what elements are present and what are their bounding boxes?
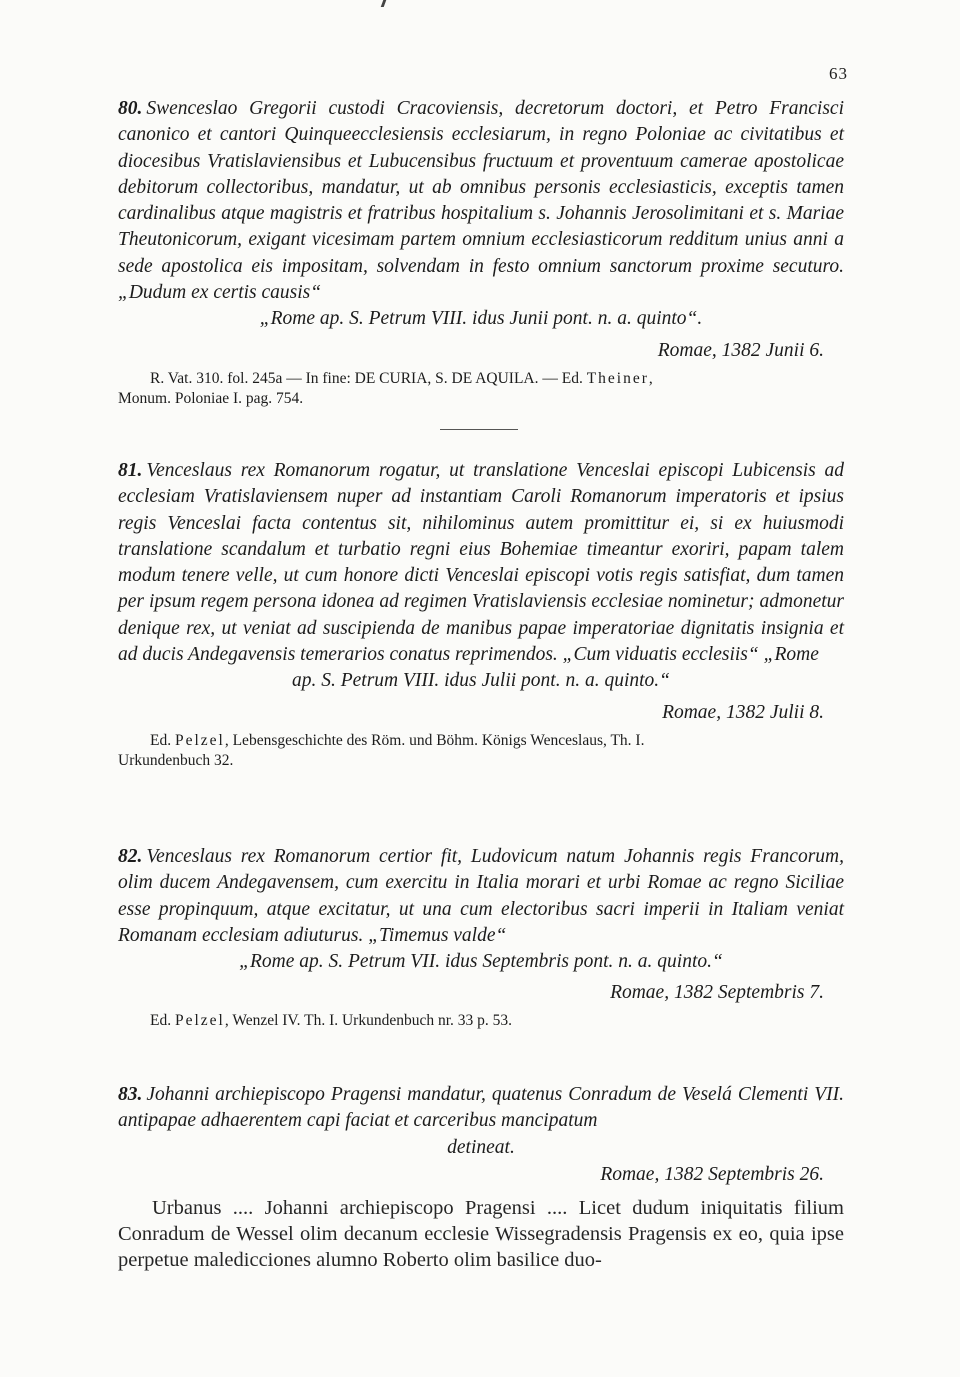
entry-summary <box>118 96 844 306</box>
source-text: Ed. <box>150 731 175 749</box>
ink-mark <box>381 0 387 7</box>
separator-rule <box>440 429 518 430</box>
editor-name: Pelzel <box>174 1012 225 1030</box>
entry-number: 80. <box>118 98 143 119</box>
entry-number: 81. <box>118 460 143 481</box>
page-number: 63 <box>829 64 848 83</box>
entry-83 <box>118 1082 844 1273</box>
editor-name: Theiner <box>586 369 649 387</box>
summary-text: Venceslaus rex Romanorum certior fit, Ludovicum natum Johannis regis Francorum, olim ducem Andegavensem, cum exercitu in Italia morari et urbi Romae ac regno Siciliae esse propinquum, atque excitatur, ut una cum electoribus sacri imperii in Italiam veniat Romanam ecclesiam adiuturus. „Timemus valde“ <box>118 846 844 946</box>
incipit-line: „Rome ap. S. Petrum VIII. idus Junii pont. n. a. quinto“. <box>259 308 703 330</box>
source-text: , Lebensgeschichte des Röm. und Böhm. Königs Wenceslaus, Th. I. Urkundenbuch 32. <box>118 731 645 769</box>
source-note <box>118 1011 844 1031</box>
summary-text: Johanni archiepiscopo Pragensi mandatur, quatenus Conradum de Veselá Clementi VII. antipapae adhaerentem capi faciat et carceribus mancipatum <box>118 1084 844 1132</box>
entry-number: 83. <box>118 1084 143 1105</box>
source-note <box>118 369 844 409</box>
document-body-text: Urbanus .... Johanni archiepiscopo Pragensi .... Licet dudum iniquitatis filium Conradum de Wessel olim decanum ecclesie Wissegradensis Pragensis ex eo, quia ipse perpetue maledicciones alumno Roberto olim basilice duo- <box>118 1196 844 1271</box>
source-text: Ed. <box>150 1012 175 1030</box>
date-line: Romae, 1382 Septembris 26. <box>600 1163 824 1185</box>
source-text: , Monum. Poloniae I. pag. 754. <box>118 369 653 407</box>
incipit-line: ap. S. Petrum VIII. idus Julii pont. n. a. quinto.“ <box>291 670 671 692</box>
entry-summary <box>118 458 844 668</box>
entry-number: 82. <box>118 846 143 867</box>
summary-text: Swenceslao Gregorii custodi Cracoviensis, decretorum doctori, et Petro Francisci canonico et cantori Quinqueecclesiensis ecclesiarum, in regno Poloniae ac civitatibus et diocesibus Vratislaviensibus et Lubucensibus fructuum et proventuum camerae apostolicae debitorum collectoribus, mandatur, ut ab omnibus personis ecclesiasticis, exceptis tamen cardinalibus atque magistris et fratribus hospitalium s. Johannis Jerosolimitani et s. Mariae Theutonicorum, exigant vicesimam partem omnium ecclesiasticorum redditum unius anni a sede apostolica eis impositam, solvendam in festo omnium sanctorum proxime secuturo. „Dudum ex certis causis“ <box>118 98 844 304</box>
entry-82 <box>118 844 844 1031</box>
source-note <box>118 731 844 771</box>
summary-text: Venceslaus rex Romanorum rogatur, ut translatione Venceslai episcopi Lubicensis ad ecclesiam Vratislaviensem nuper ad instantiam Caroli Romanorum imperatoris et ipsius regis Venceslai facta contentus sit, nihilominus autem promittitur ei, si ex huiusmodi translatione scandalum et turbatio regni eius Bohemiae timeantur exoriri, papam talem modum tenere velle, ut cum honore dicti Venceslai episcopi votis regis satisfiat, dum tamen per ipsum regem persona idonea ad regimen Vratislaviensis ecclesiae nominetur; admonetur denique rex, ut veniat ad suscipienda de manibus papae imperatoriae dignitatis insignia et ad ducis Andegavensis temerarios conatus reprimendos. „Cum viduatis ecclesiis“ „Rome <box>118 460 844 666</box>
source-text: , Wenzel IV. Th. I. Urkundenbuch nr. 33 p. 53. <box>224 1012 513 1030</box>
incipit-line: detineat. <box>447 1136 515 1158</box>
entry-81 <box>118 458 844 771</box>
entry-80 <box>118 96 844 409</box>
entry-summary <box>118 1082 844 1135</box>
source-text: R. Vat. 310. fol. 245a — In fine: DE CURIA, S. DE AQUILA. — Ed. <box>150 369 587 387</box>
date-line: Romae, 1382 Junii 6. <box>657 339 824 361</box>
date-line: Romae, 1382 Julii 8. <box>662 701 824 723</box>
incipit-line: „Rome ap. S. Petrum VII. idus Septembris pont. n. a. quinto.“ <box>239 951 723 973</box>
date-line: Romae, 1382 Septembris 7. <box>610 982 824 1004</box>
editor-name: Pelzel <box>174 731 225 749</box>
entry-summary <box>118 844 844 949</box>
